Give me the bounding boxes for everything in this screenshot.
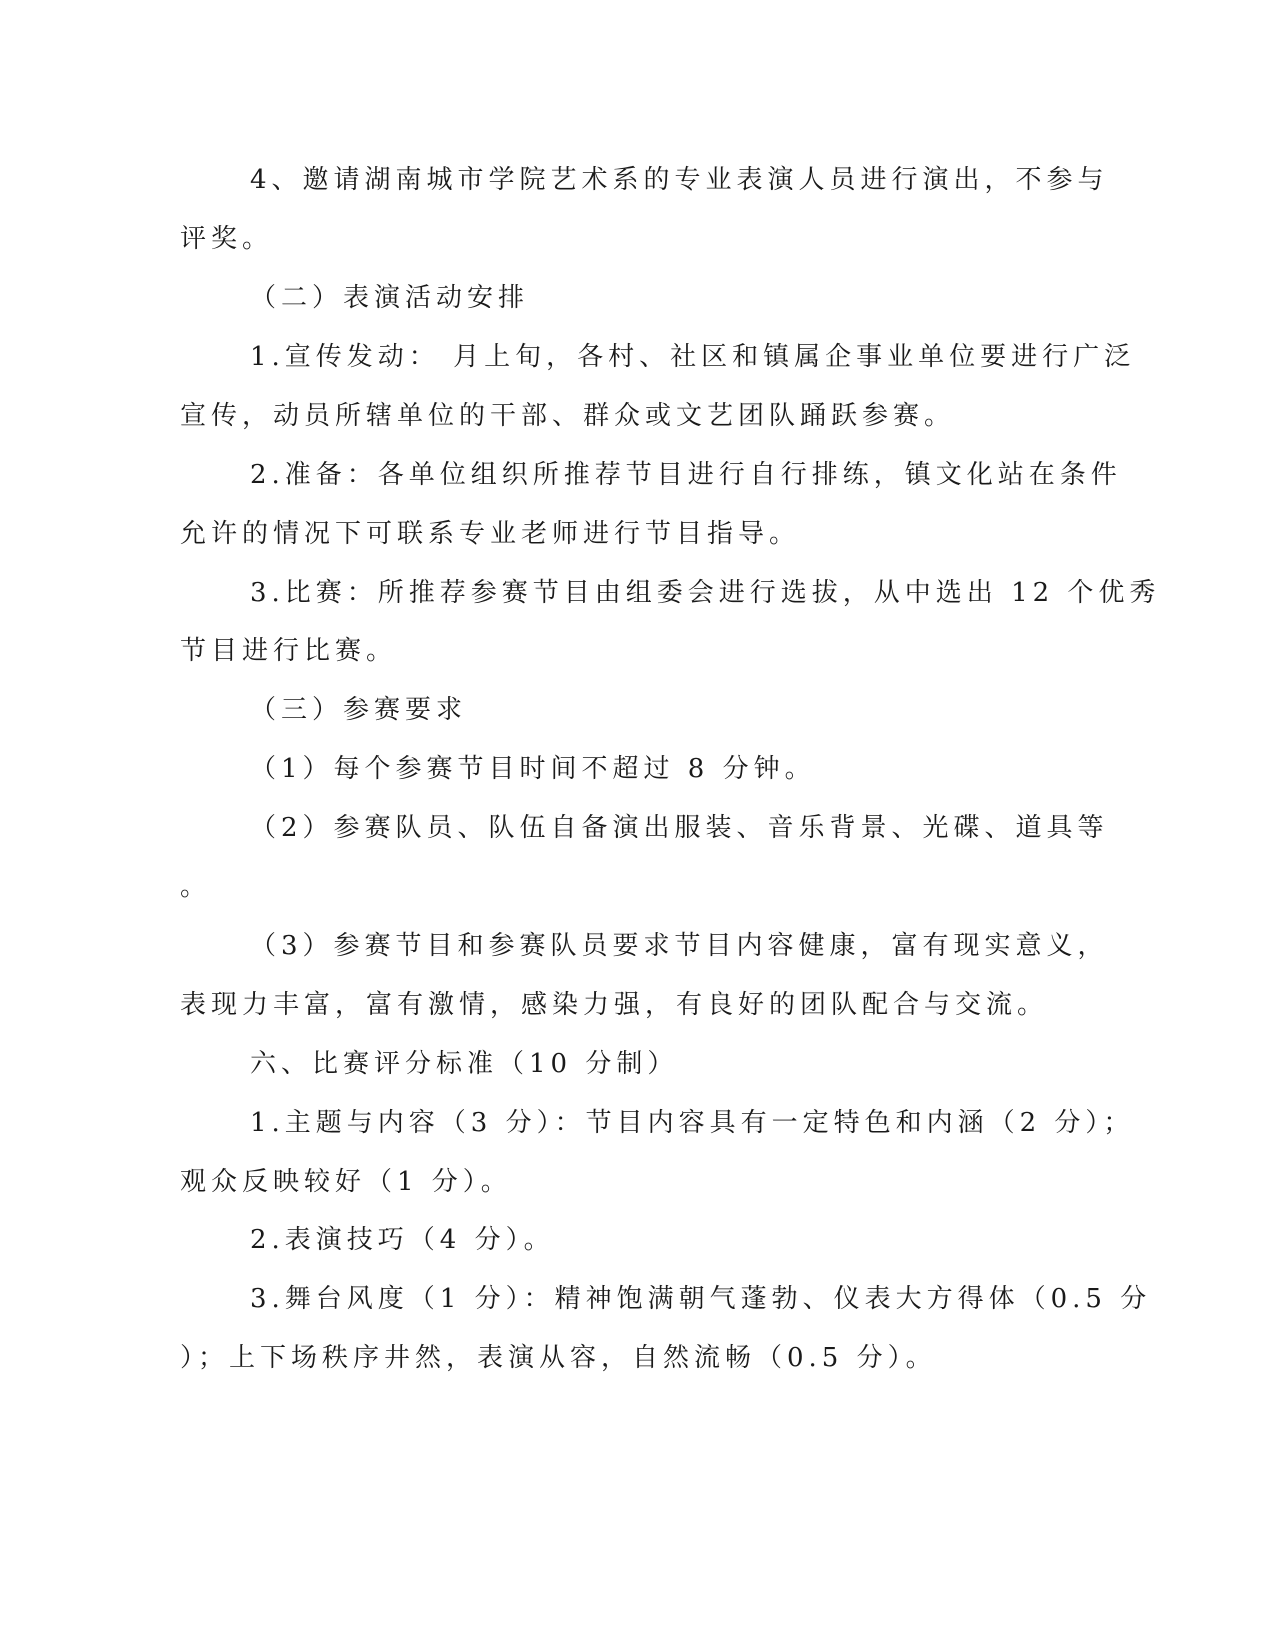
paragraph-line: 评奖。	[180, 224, 274, 254]
paragraph-line: （1）每个参赛节目时间不超过 8 分钟。	[250, 754, 816, 784]
section-heading: （二）表演活动安排	[250, 283, 530, 313]
paragraph-line: 。	[180, 872, 212, 902]
section-heading: （三）参赛要求	[250, 695, 468, 725]
paragraph-line: ）；上下场秩序井然，表演从容，自然流畅（0.5 分）。	[180, 1343, 937, 1373]
paragraph-line: 节目进行比赛。	[180, 636, 398, 666]
paragraph-line: 1.宣传发动： 月上旬，各村、社区和镇属企事业单位要进行广泛	[250, 342, 1136, 372]
section-heading: 六、比赛评分标准（10 分制）	[250, 1049, 679, 1079]
paragraph-line: 观众反映较好（1 分）。	[180, 1167, 512, 1197]
paragraph-line: 3.比赛：所推荐参赛节目由组委会进行选拔，从中选出 12 个优秀	[250, 578, 1161, 608]
paragraph-line: 2.表演技巧（4 分）。	[250, 1225, 555, 1255]
paragraph-line: 宣传，动员所辖单位的干部、群众或文艺团队踊跃参赛。	[180, 401, 956, 431]
paragraph-line: 允许的情况下可联系专业老师进行节目指导。	[180, 519, 801, 549]
paragraph-line: 3.舞台风度（1 分）：精神饱满朝气蓬勃、仪表大方得体（0.5 分	[250, 1284, 1152, 1314]
paragraph-line: （3）参赛节目和参赛队员要求节目内容健康，富有现实意义，	[250, 931, 1109, 961]
paragraph-line: 1.主题与内容（3 分）：节目内容具有一定特色和内涵（2 分）；	[250, 1108, 1135, 1138]
paragraph-line: 2.准备：各单位组织所推荐节目进行自行排练，镇文化站在条件	[250, 460, 1122, 490]
paragraph-line: 表现力丰富，富有激情，感染力强，有良好的团队配合与交流。	[180, 990, 1049, 1020]
paragraph-line: 4、邀请湖南城市学院艺术系的专业表演人员进行演出，不参与	[250, 165, 1109, 195]
paragraph-line: （2）参赛队员、队伍自备演出服装、音乐背景、光碟、道具等	[250, 813, 1109, 843]
